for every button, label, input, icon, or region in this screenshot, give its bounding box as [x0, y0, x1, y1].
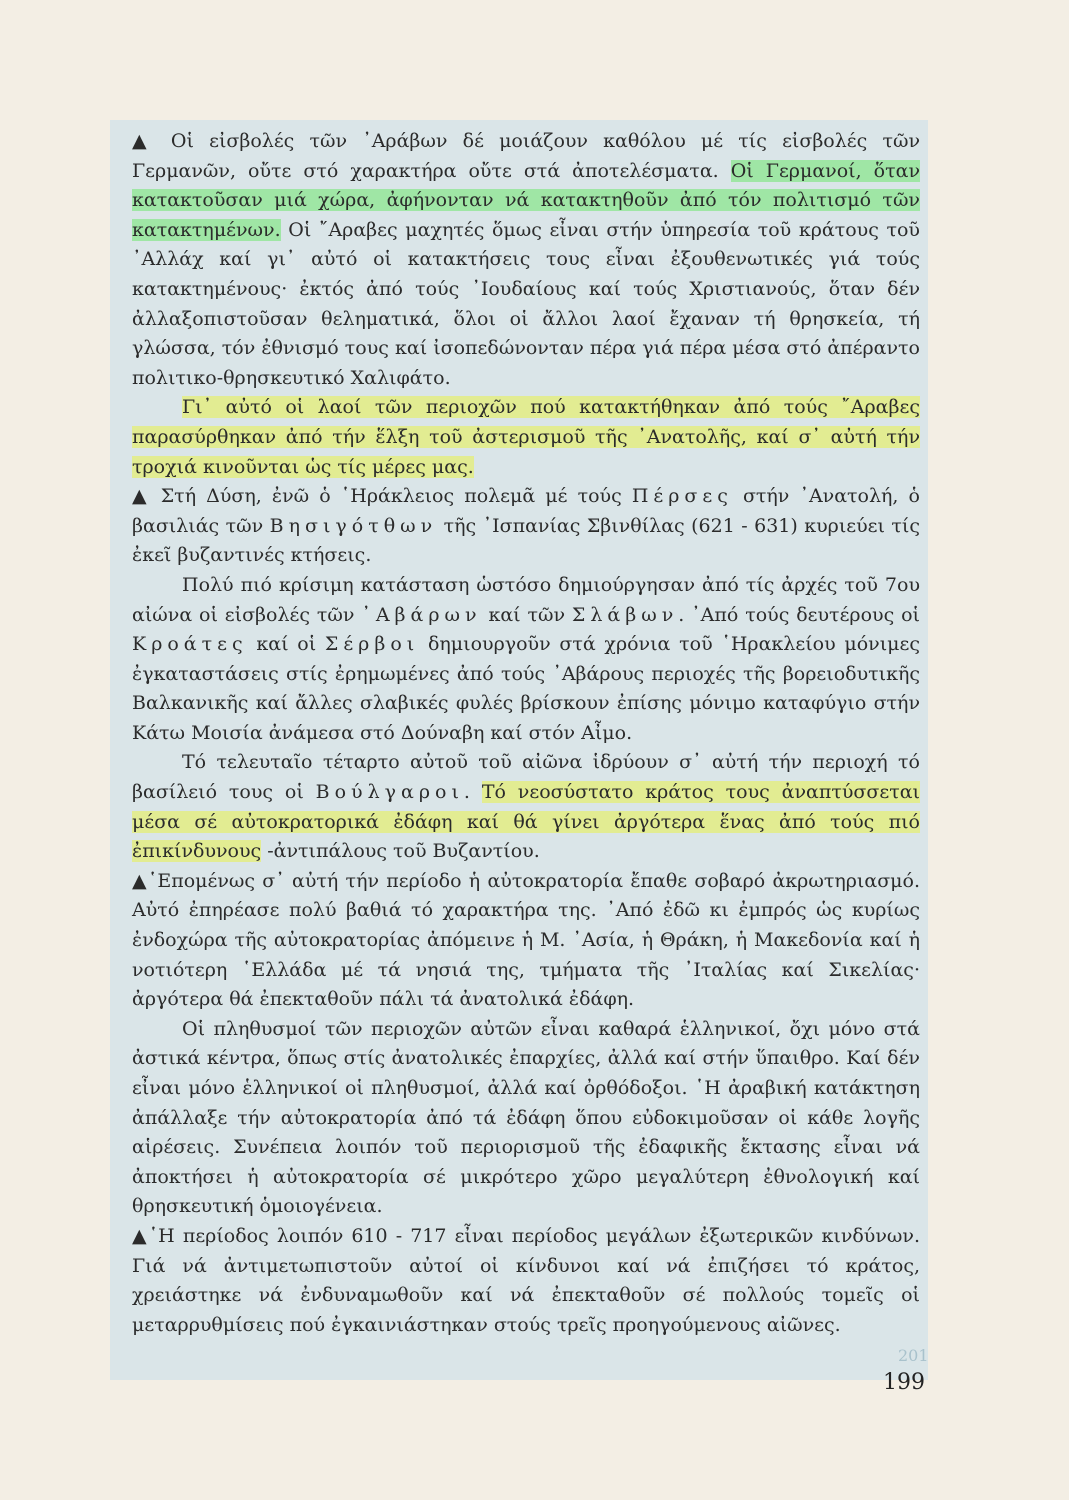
green-highlight: Οἱ Γερμανοί, ὅταν κατακτοῦσαν μιά χώρα, ἀφήνονταν νά κατακτηθοῦν ἀπό τόν πολιτισμό τῶν κατακτημένων. [132, 159, 920, 241]
yellow-highlight: Γι᾿ αὐτό οἱ λαοί τῶν περιοχῶν πού κατακτήθηκαν ἀπό τούς ῎Αραβες παρασύρθηκαν ἀπό τήν ἕλξη τοῦ ἀστερισμοῦ τῆς ᾿Ανατολῆς, καί σ᾿ αὐτή τήν τροχιά κινοῦνται ὡς τίς μέρες μας. [132, 396, 920, 478]
paragraph-period-summary: ▲῾Η περίοδος λοιπόν 610 - 717 εἶναι περίοδος μεγάλων ἐξωτερικῶν κινδύνων. Γιά νά ἀντιμετωπιστοῦν αὐτοί οἱ κίνδυνοι καί νά ἐπιζήσει τό κράτος, χρειάστηκε νά ἐνδυναμωθοῦν καί νά ἐπεκταθοῦν σέ πολλούς τομεῖς οἱ μεταρρυθμίσεις πού ἐγκαινιάστηκαν στούς τρεῖς προηγούμενους αἰῶνες. [132, 1224, 920, 1336]
paragraph-bulgars: Τό τελευταῖο τέταρτο αὐτοῦ τοῦ αἰῶνα ἱδρύουν σ᾿ αὐτή τήν περιοχή τό βασίλειό τους οἱ Βούλγαροι. Τό νεοσύστατο κράτος τους ἀναπτύσσεται μέσα σέ αὐτοκρατορικά ἐδάφη καί θά γίνει ἀργότερα ἕνας ἀπό τούς πιό ἐπικίνδυνους -ἀντιπάλους τοῦ Βυζαντίου. [132, 751, 920, 863]
body-text [132, 127, 920, 1340]
yellow-highlight: Τό νεοσύστατο κράτος τους ἀναπτύσσεται μέσα σέ αὐτοκρατορικά ἐδάφη καί θά γίνει ἀργότερα ἕνας ἀπό τούς πιό ἐπικίνδυνους [132, 781, 920, 863]
paragraph-arab-invasions: ▲ Οἱ εἰσβολές τῶν ᾿Αράβων δέ μοιάζουν καθόλου μέ τίς εἰσβολές τῶν Γερμανῶν, οὔτε στό χαρακτήρα οὔτε στά ἀποτελέσματα. Οἱ Γερμανοί, ὅταν κατακτοῦσαν μιά χώρα, ἀφήνονταν νά κατακτηθοῦν ἀπό τόν πολιτισμό τῶν κατακτημένων. Οἱ ῎Αραβες μαχητές ὅμως εἶναι στήν ὑπηρεσία τοῦ κράτους τοῦ ᾿Αλλάχ καί γι᾿ αὐτό οἱ κατακτήσεις τους εἶναι ἐξουθενωτικές γιά τούς κατακτημένους· ἐκτός ἀπό τούς ᾿Ιουδαίους καί τούς Χριστιανούς, ὅταν δέν ἀλλαξοπιστοῦσαν θεληματικά, ὅλοι οἱ ἄλλοι λαοί ἔχαναν τή θρησκεία, τή γλώσσα, τόν ἐθνισμό τους καί ἰσοπεδώνονταν πέρα γιά πέρα μέσα στό ἀπέραντο πολιτικο-θρησκευτικό Χαλιφάτο. [132, 130, 920, 389]
faint-page-number: 201 [898, 1346, 929, 1365]
paragraph-populations: Οἱ πληθυσμοί τῶν περιοχῶν αὐτῶν εἶναι καθαρά ἑλληνικοί, ὄχι μόνο στά ἀστικά κέντρα, ὅπως στίς ἀνατολικές ἐπαρχίες, ἀλλά καί στήν ὕπαιθρο. Καί δέν εἶναι μόνο ἑλληνικοί οἱ πληθυσμοί, ἀλλά καί ὀρθόδοξοι. ῾Η ἀραβική κατάκτηση ἀπάλλαξε τήν αὐτοκρατορία ἀπό τά ἐδάφη ὅπου εὐδοκιμοῦσαν οἱ κάθε λογῆς αἱρέσεις. Συνέπεια λοιπόν τοῦ περιορισμοῦ τῆς ἐδαφικῆς ἔκτασης εἶναι νά ἀποκτήσει ἡ αὐτοκρατορία σέ μικρότερο χῶρο μεγαλύτερη ἐθνολογική καί θρησκευτική ὁμοιογένεια. [132, 1017, 920, 1218]
paragraph-amputation: ▲῾Επομένως σ᾿ αὐτή τήν περίοδο ἡ αὐτοκρατορία ἔπαθε σοβαρό ἀκρωτηριασμό. Αὐτό ἐπηρέασε πολύ βαθιά τό χαρακτήρα της. ᾿Από ἐδῶ κι ἐμπρός ὡς κυρίως ἐνδοχώρα τῆς αὐτοκρατορίας ἀπόμεινε ἡ Μ. ᾿Ασία, ἡ Θράκη, ἡ Μακεδονία καί ἡ νοτιότερη ῾Ελλάδα μέ τά νησιά της, τμήματα τῆς ᾿Ιταλίας καί Σικελίας· ἀργότερα θά ἐπεκταθοῦν πάλι τά ἀνατολικά ἐδάφη. [132, 869, 920, 1011]
paragraph-west: ▲ Στή Δύση, ἐνῶ ὁ ῾Ηράκλειος πολεμᾶ μέ τούς Πέρσες στήν ᾿Ανατολή, ὁ βασιλιάς τῶν Βησιγότθων τῆς ᾿Ισπανίας Σβινθίλας (621 - 631) κυριεύει τίς ἐκεῖ βυζαντινές κτήσεις. [132, 485, 921, 567]
paragraph-eastern-orbit [132, 393, 920, 482]
page-number: 199 [883, 1370, 925, 1395]
paragraph-avars-slavs: Πολύ πιό κρίσιμη κατάσταση ὡστόσο δημιούργησαν ἀπό τίς ἀρχές τοῦ 7ου αἰώνα οἱ εἰσβολές τῶν ᾿Αβάρων καί τῶν Σλάβων. ᾿Από τούς δευτέρους οἱ Κροάτες καί οἱ Σέρβοι δημιουργοῦν στά χρόνια τοῦ ῾Ηρακλείου μόνιμες ἐγκαταστάσεις στίς ἐρημωμένες ἀπό τούς ᾿Αβάρους περιοχές τῆς βορειοδυτικῆς Βαλκανικῆς καί ἄλλες σλαβικές φυλές βρίσκουν ἐπίσης μόνιμο καταφύγιο στήν Κάτω Μοισία ἀνάμεσα στό Δούναβη καί στόν Αἶμο. [132, 573, 920, 744]
